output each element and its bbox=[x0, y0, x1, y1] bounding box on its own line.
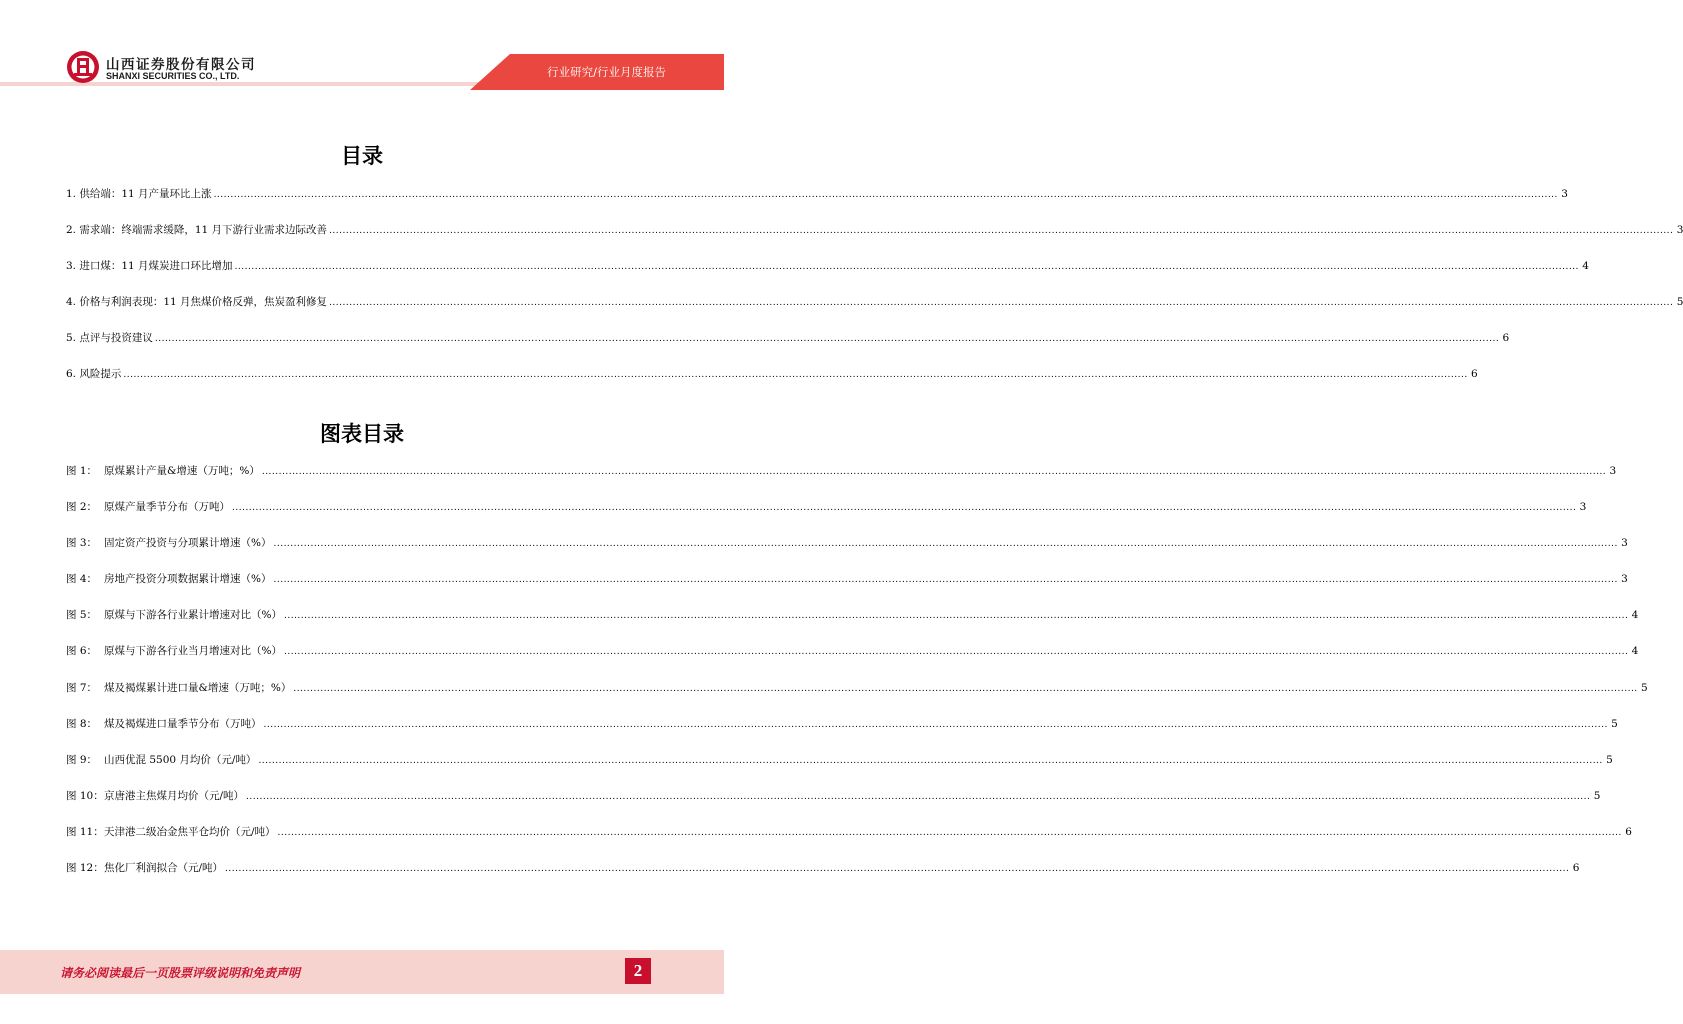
figure-item-page-number: 6 bbox=[1572, 862, 1580, 875]
toc-item-text: 2. 需求端：终端需求缓降，11 月下游行业需求边际改善 bbox=[66, 224, 328, 236]
toc-item-row[interactable] bbox=[66, 367, 1478, 403]
dot-leader: ................................................................................................................................................................................................................................................................................................................................................................................................................ bbox=[123, 370, 1468, 380]
dot-leader: ................................................................................................................................................................................................................................................................................................................................................................................................................ bbox=[232, 503, 1577, 514]
toc-item-text: 6. 风险提示 bbox=[66, 368, 122, 380]
dot-leader: ................................................................................................................................................................................................................................................................................................................................................................................................................ bbox=[283, 611, 1629, 622]
dot-leader: ................................................................................................................................................................................................................................................................................................................................................................................................................ bbox=[213, 190, 1558, 200]
figure-number: 图 7： bbox=[66, 681, 98, 694]
figure-item-page-number: 3 bbox=[1621, 573, 1628, 586]
figure-item-label bbox=[66, 717, 262, 731]
figure-number: 图 10： bbox=[66, 789, 104, 802]
figure-item-page-number: 4 bbox=[1631, 609, 1639, 622]
toc-item-row[interactable] bbox=[66, 223, 1683, 259]
dot-leader: ................................................................................................................................................................................................................................................................................................................................................................................................................ bbox=[329, 226, 1674, 236]
toc-item-text: 1. 供给端：11 月产量环比上涨 bbox=[66, 188, 212, 200]
page-number-badge: 2 bbox=[625, 958, 651, 984]
figure-title: 煤及褐煤累计进口量&增速（万吨；%） bbox=[104, 681, 292, 694]
figure-item-page-number: 6 bbox=[1625, 825, 1632, 838]
toc-item-page-number: 3 bbox=[1676, 224, 1683, 236]
figures-toc-title: 图表目录 bbox=[320, 422, 404, 446]
figure-item-label bbox=[66, 644, 282, 658]
toc-list bbox=[66, 187, 1683, 403]
figure-item-label bbox=[66, 861, 223, 875]
toc-item-label bbox=[66, 187, 212, 201]
figure-title: 煤及褐煤进口量季节分布（万吨） bbox=[104, 717, 262, 730]
figure-item-label bbox=[66, 789, 244, 803]
dot-leader: ................................................................................................................................................................................................................................................................................................................................................................................................................ bbox=[261, 467, 1607, 477]
toc-item-label bbox=[66, 259, 233, 273]
figure-number: 图 1： bbox=[66, 465, 98, 477]
figure-item-label bbox=[66, 825, 276, 839]
figure-item-page-number: 3 bbox=[1579, 501, 1587, 514]
figure-item-row[interactable] bbox=[66, 500, 1587, 536]
figure-title: 房地产投资分项数据累计增速（%） bbox=[104, 573, 272, 586]
toc-item-page-number: 4 bbox=[1582, 260, 1589, 272]
figure-title: 原煤与下游各行业累计增速对比（%） bbox=[104, 609, 282, 622]
dot-leader: ................................................................................................................................................................................................................................................................................................................................................................................................................ bbox=[329, 298, 1674, 308]
dot-leader: ................................................................................................................................................................................................................................................................................................................................................................................................................ bbox=[277, 827, 1622, 838]
dot-leader: ................................................................................................................................................................................................................................................................................................................................................................................................................ bbox=[154, 334, 1500, 344]
figure-item-row[interactable] bbox=[66, 825, 1632, 861]
toc-item-label bbox=[66, 331, 153, 345]
figures-toc-list bbox=[66, 464, 1648, 897]
figure-title: 山西优混 5500 月均价（元/吨） bbox=[104, 753, 257, 766]
toc-title: 目录 bbox=[341, 144, 383, 168]
figure-title: 原煤产量季节分布（万吨） bbox=[104, 501, 230, 514]
figure-number: 图 9： bbox=[66, 753, 98, 766]
figure-item-label bbox=[66, 464, 260, 478]
figure-number: 图 12： bbox=[66, 862, 104, 875]
toc-item-page-number: 5 bbox=[1676, 296, 1683, 308]
figure-title: 原煤累计产量&增速（万吨；%） bbox=[104, 465, 260, 477]
toc-item-row[interactable] bbox=[66, 187, 1568, 223]
figure-title: 天津港二级冶金焦平仓均价（元/吨） bbox=[104, 825, 276, 838]
figure-item-row[interactable] bbox=[66, 464, 1617, 500]
figure-item-label bbox=[66, 608, 282, 622]
figure-item-page-number: 4 bbox=[1631, 645, 1639, 658]
footer-disclaimer: 请务必阅读最后一页股票评级说明和免责声明 bbox=[60, 966, 301, 980]
toc-item-text: 5. 点评与投资建议 bbox=[66, 332, 153, 344]
toc-item-row[interactable] bbox=[66, 331, 1510, 367]
figure-item-page-number: 3 bbox=[1621, 537, 1628, 550]
toc-item-page-number: 6 bbox=[1502, 332, 1510, 344]
figure-item-page-number: 5 bbox=[1640, 681, 1648, 694]
figure-item-row[interactable] bbox=[66, 572, 1628, 608]
figure-title: 原煤与下游各行业当月增速对比（%） bbox=[104, 645, 282, 658]
figure-title: 京唐港主焦煤月均价（元/吨） bbox=[104, 789, 245, 802]
figure-item-label bbox=[66, 572, 271, 586]
dot-leader: ................................................................................................................................................................................................................................................................................................................................................................................................................ bbox=[283, 647, 1629, 658]
toc-item-label bbox=[66, 367, 121, 381]
toc-item-row[interactable] bbox=[66, 259, 1589, 295]
figure-item-label bbox=[66, 536, 271, 550]
toc-item-text: 4. 价格与利润表现：11 月焦煤价格反弹，焦炭盈利修复 bbox=[66, 296, 328, 308]
figure-number: 图 3： bbox=[66, 537, 98, 550]
figure-number: 图 8： bbox=[66, 717, 98, 730]
page-header bbox=[0, 0, 724, 100]
dot-leader: ................................................................................................................................................................................................................................................................................................................................................................................................................ bbox=[225, 864, 1570, 875]
dot-leader: ................................................................................................................................................................................................................................................................................................................................................................................................................ bbox=[246, 791, 1591, 802]
toc-item-page-number: 6 bbox=[1471, 368, 1478, 380]
figure-number: 图 2： bbox=[66, 501, 98, 514]
toc-item-text: 3. 进口煤：11 月煤炭进口环比增加 bbox=[66, 260, 233, 272]
dot-leader: ................................................................................................................................................................................................................................................................................................................................................................................................................ bbox=[258, 755, 1603, 766]
figure-number: 图 6： bbox=[66, 645, 98, 658]
dot-leader: ................................................................................................................................................................................................................................................................................................................................................................................................................ bbox=[293, 683, 1638, 694]
dot-leader: ................................................................................................................................................................................................................................................................................................................................................................................................................ bbox=[263, 719, 1608, 730]
figure-item-label bbox=[66, 681, 291, 695]
company-name-en: SHANXI SECURITIES CO., LTD. bbox=[106, 71, 240, 81]
figure-number: 图 5： bbox=[66, 609, 98, 622]
figure-item-label bbox=[66, 500, 230, 514]
figure-item-row[interactable] bbox=[66, 608, 1639, 644]
company-logo-icon bbox=[66, 50, 100, 84]
figure-number: 图 4： bbox=[66, 573, 98, 586]
figure-item-row[interactable] bbox=[66, 644, 1639, 680]
figure-item-page-number: 5 bbox=[1611, 717, 1618, 730]
figure-title: 焦化厂利润拟合（元/吨） bbox=[104, 862, 224, 875]
report-type-label: 行业研究/行业月度报告 bbox=[547, 65, 666, 79]
figure-item-row[interactable] bbox=[66, 861, 1580, 897]
figure-item-page-number: 3 bbox=[1609, 465, 1617, 477]
dot-leader: ................................................................................................................................................................................................................................................................................................................................................................................................................ bbox=[273, 539, 1618, 550]
figure-item-row[interactable] bbox=[66, 536, 1628, 572]
figure-item-page-number: 5 bbox=[1593, 789, 1601, 802]
figure-item-row[interactable] bbox=[66, 681, 1648, 717]
dot-leader: ................................................................................................................................................................................................................................................................................................................................................................................................................ bbox=[234, 262, 1579, 272]
dot-leader: ................................................................................................................................................................................................................................................................................................................................................................................................................ bbox=[273, 575, 1618, 586]
toc-item-label bbox=[66, 295, 327, 309]
toc-item-label bbox=[66, 223, 327, 237]
figure-item-row[interactable] bbox=[66, 789, 1601, 825]
figure-title: 固定资产投资与分项累计增速（%） bbox=[104, 537, 272, 550]
figure-number: 图 11： bbox=[66, 825, 104, 838]
figure-item-row[interactable] bbox=[66, 753, 1613, 789]
figure-item-page-number: 5 bbox=[1606, 753, 1613, 766]
figure-item-label bbox=[66, 753, 256, 767]
figure-item-row[interactable] bbox=[66, 717, 1618, 753]
toc-item-row[interactable] bbox=[66, 295, 1683, 331]
toc-item-page-number: 3 bbox=[1561, 188, 1568, 200]
company-name-cn: 山西证券股份有限公司 bbox=[106, 57, 256, 73]
